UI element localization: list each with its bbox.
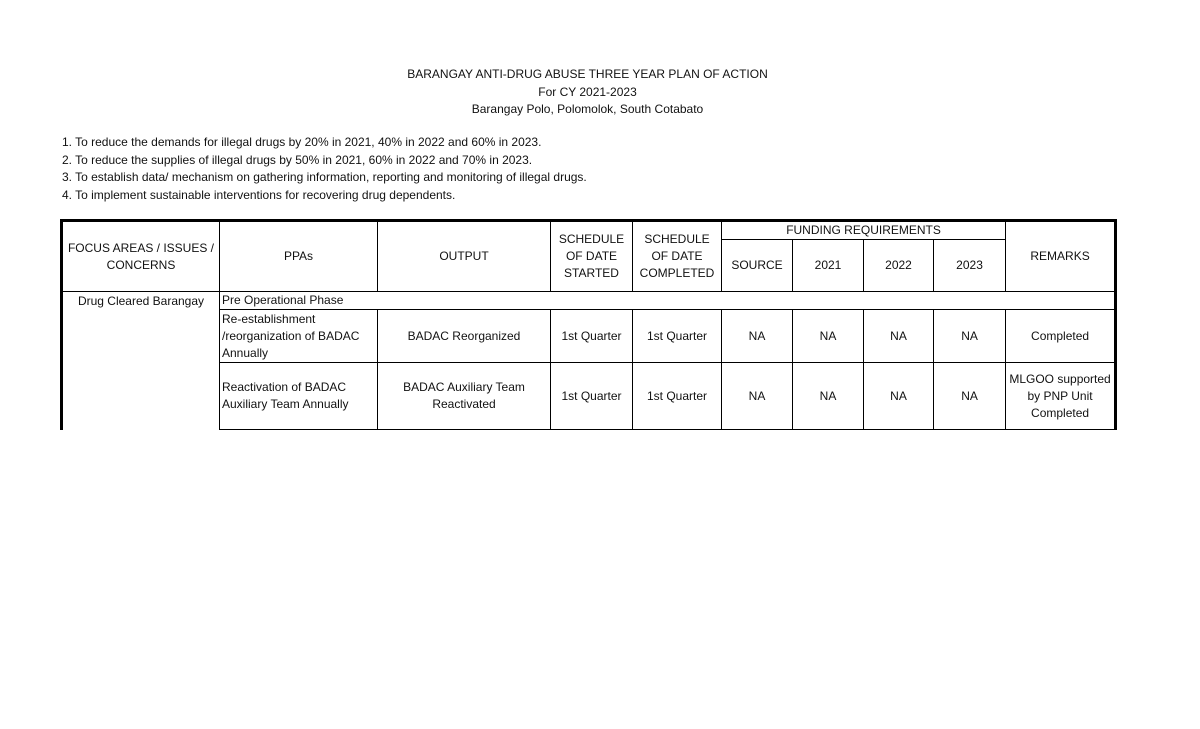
remarks-cell: MLGOO supported by PNP Unit Completed [1006, 363, 1116, 430]
funding-2022-cell: NA [864, 310, 934, 363]
completed-cell: 1st Quarter [633, 363, 722, 430]
header-source: SOURCE [722, 240, 793, 292]
started-cell: 1st Quarter [551, 363, 633, 430]
header-2021: 2021 [793, 240, 864, 292]
funding-2022-cell: NA [864, 363, 934, 430]
header-date-started: SCHEDULE OF DATE STARTED [551, 221, 633, 292]
phase-label: Pre Operational Phase [220, 292, 1116, 310]
header-2022: 2022 [864, 240, 934, 292]
objective-item: 4. To implement sustainable interventions for recovering drug dependents. [62, 187, 456, 202]
header-2023: 2023 [934, 240, 1006, 292]
header-funding-requirements: FUNDING REQUIREMENTS [722, 221, 1006, 240]
header-ppas: PPAs [220, 221, 378, 292]
table-row [62, 363, 1116, 430]
objective-item: 1. To reduce the demands for illegal drugs by 20% in 2021, 40% in 2022 and 60% in 2023. [62, 135, 542, 149]
objective-item: 3. To establish data/ mechanism on gathering information, reporting and monitoring of illegal drugs. [62, 170, 587, 184]
header-date-completed: SCHEDULE OF DATE COMPLETED [633, 221, 722, 292]
output-cell: BADAC Reorganized [378, 310, 551, 363]
document-header [0, 66, 1175, 119]
output-cell: BADAC Auxiliary Team Reactivated [378, 363, 551, 430]
started-cell: 1st Quarter [551, 310, 633, 363]
table-row [62, 310, 1116, 363]
focus-area-cell: Drug Cleared Barangay [62, 292, 220, 430]
source-cell: NA [722, 363, 793, 430]
document-period: For CY 2021-2023 [538, 84, 637, 99]
document-title: BARANGAY ANTI-DRUG ABUSE THREE YEAR PLAN OF ACTION [407, 67, 768, 81]
completed-cell: 1st Quarter [633, 310, 722, 363]
funding-2023-cell: NA [934, 363, 1006, 430]
funding-2021-cell: NA [793, 363, 864, 430]
objectives-list [62, 134, 587, 204]
source-cell: NA [722, 310, 793, 363]
table-row [62, 292, 1116, 310]
header-output: OUTPUT [378, 221, 551, 292]
header-focus-areas: FOCUS AREAS / ISSUES / CONCERNS [62, 221, 220, 292]
funding-2023-cell: NA [934, 310, 1006, 363]
ppa-cell: Re-establishment /reorganization of BADAC Annually [220, 310, 378, 363]
table-header-row [62, 221, 1116, 240]
header-remarks: REMARKS [1006, 221, 1116, 292]
objective-item: 2. To reduce the supplies of illegal drugs by 50% in 2021, 60% in 2022 and 70% in 2023. [62, 152, 533, 167]
funding-2021-cell: NA [793, 310, 864, 363]
plan-table [60, 219, 1117, 430]
remarks-cell: Completed [1006, 310, 1116, 363]
ppa-cell: Reactivation of BADAC Auxiliary Team Annually [220, 363, 378, 430]
document-location: Barangay Polo, Polomolok, South Cotabato [471, 102, 704, 116]
